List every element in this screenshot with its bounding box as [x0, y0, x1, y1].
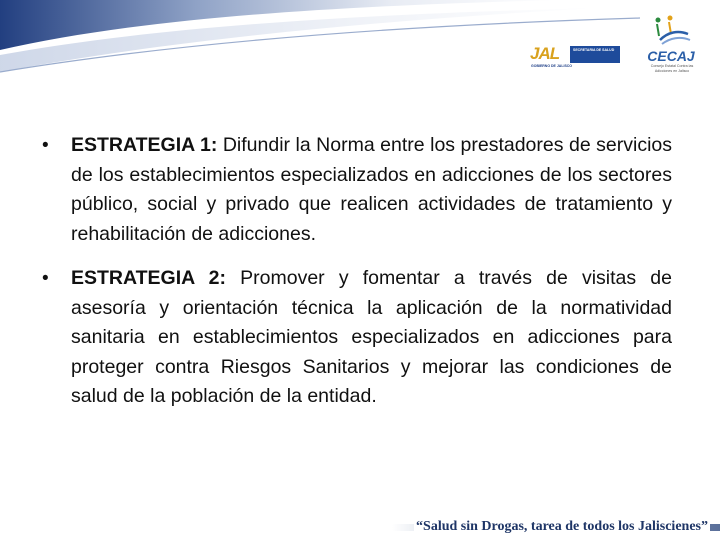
- cecaj-name: CECAJ: [647, 48, 695, 64]
- cecaj-figure-icon: [652, 14, 692, 48]
- strategy-item-1: [42, 131, 672, 249]
- jalisco-logo: [530, 44, 630, 78]
- jalisco-subtitle: GOBIERNO DE JALISCO: [531, 64, 573, 68]
- strategy-title: ESTRATEGIA 1:: [71, 134, 218, 156]
- strategy-item-2: [42, 264, 672, 412]
- footer-slogan: “Salud sin Drogas, tarea de todos los Jaliscienes”: [416, 519, 708, 534]
- strategies-list: [42, 131, 672, 427]
- cecaj-logo: [632, 14, 710, 84]
- strategy-text: Difundir la Norma entre los prestadores de servicios de los establecimientos especializados en adicciones de los sectores público, social y privado que realicen actividades de tratamiento y rehabilitación de adicciones.: [71, 134, 673, 245]
- bullet: •: [42, 268, 49, 289]
- jal-mark: JAL: [530, 44, 560, 63]
- secretaria-salud-label: SECRETARIA DE SALUD: [570, 46, 620, 63]
- bullet: •: [42, 135, 49, 156]
- strategy-text: Promover y fomentar a través de visitas de asesoría y orientación técnica la aplicación de la normatividad sanitaria en establecimientos especializados en adicciones para proteger contra Riesgos Sanitarios y mejorar las condiciones de salud de la población de la entidad.: [71, 267, 672, 407]
- cecaj-subtitle: Consejo Estatal Contra las Adicciones en Jalisco: [650, 64, 694, 73]
- header-logos: [530, 14, 710, 84]
- strategy-title: ESTRATEGIA 2:: [71, 267, 226, 289]
